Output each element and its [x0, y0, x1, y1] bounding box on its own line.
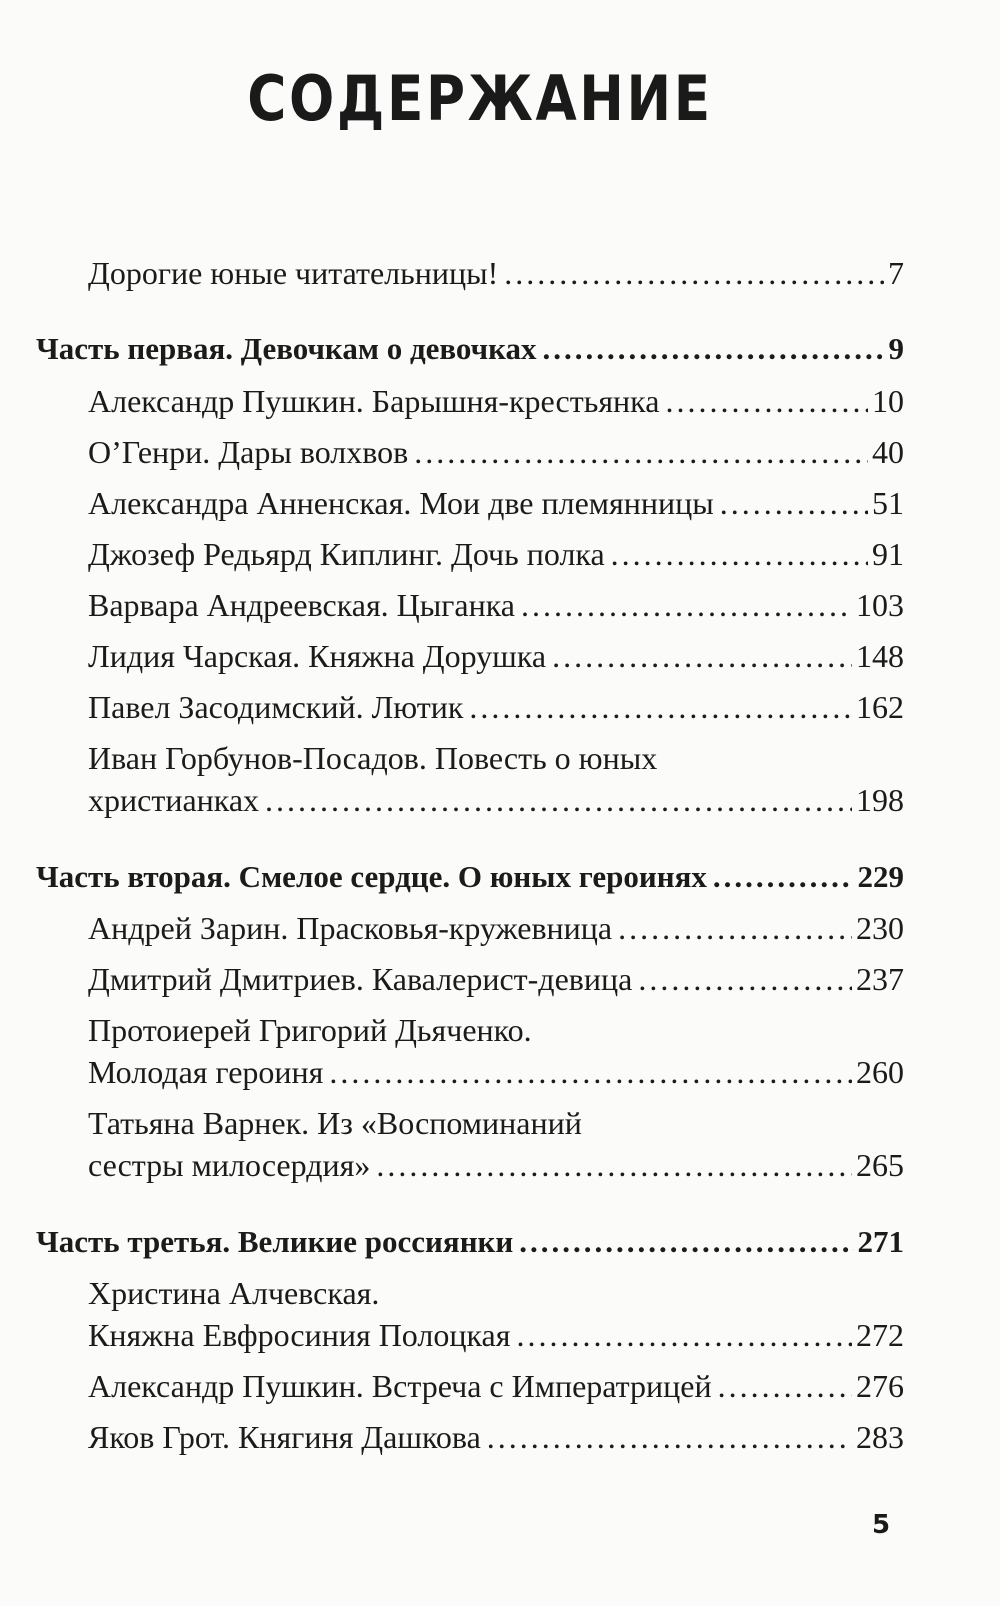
toc-part-heading: [36, 1221, 904, 1263]
toc-entry-title: Александра Анненская. Мои две племянницы: [88, 485, 714, 521]
toc-part-heading: [36, 328, 904, 370]
toc-entry: [88, 252, 904, 294]
toc-part-page: 271: [857, 1224, 904, 1259]
leader-dots: [718, 1365, 852, 1407]
toc-entry-page: 276: [856, 1368, 904, 1404]
toc-entry: [88, 1009, 904, 1093]
toc-entry: [88, 1365, 904, 1407]
toc-entry-title: Джозеф Редьярд Киплинг. Дочь полка: [88, 536, 605, 572]
leader-dots: [713, 856, 854, 898]
toc-entry-page: 272: [856, 1317, 904, 1353]
leader-dots: [552, 635, 852, 677]
toc-entry-page: 91: [872, 536, 904, 572]
toc-entry-page: 51: [872, 485, 904, 521]
toc-entry-title-line1: Татьяна Варнек. Из «Воспоминаний: [88, 1105, 582, 1141]
toc-entry-page: 10: [872, 383, 904, 419]
toc-entry-title-line2: сестры милосердия»: [88, 1147, 371, 1183]
leader-dots: [638, 958, 852, 1000]
toc-entry-title-line1: Христина Алчевская.: [88, 1275, 380, 1311]
toc-entry: [88, 907, 904, 949]
toc-part-title: Часть первая. Девочкам о девочках: [36, 331, 537, 366]
toc-entry: [88, 533, 904, 575]
toc-entry-page: 260: [856, 1054, 904, 1090]
toc-entry-page: 237: [856, 961, 904, 997]
leader-dots: [265, 779, 852, 821]
leader-dots: [376, 1144, 852, 1186]
toc-entry-title: Лидия Чарская. Княжна Дорушка: [88, 638, 547, 674]
leader-dots: [516, 1314, 852, 1356]
toc-entry: [88, 1272, 904, 1356]
toc-entry-page: 230: [856, 910, 904, 946]
toc-entry: [88, 380, 904, 422]
leader-dots: [611, 533, 868, 575]
toc-entry-page: 148: [856, 638, 904, 674]
toc-entry-title-line2: христианках: [88, 782, 260, 818]
toc-entry-title-line1: Протоиерей Григорий Дьяченко.: [88, 1012, 532, 1048]
toc-entry: [88, 431, 904, 473]
toc-entry-page: 198: [856, 782, 904, 818]
toc-part-page: 9: [888, 331, 904, 366]
leader-dots: [519, 1221, 853, 1263]
toc-part-title: Часть третья. Великие россиянки: [36, 1224, 514, 1259]
page-number: 5: [872, 1510, 891, 1540]
leader-dots: [504, 252, 884, 294]
leader-dots: [469, 686, 852, 728]
leader-dots: [521, 584, 852, 626]
leader-dots: [720, 482, 868, 524]
toc-entry-title-line2: Княжна Евфросиния Полоцкая: [88, 1317, 511, 1353]
toc-entry-page: 103: [856, 587, 904, 623]
toc-entry-page: 7: [888, 255, 904, 291]
toc-entry-page: 162: [856, 689, 904, 725]
toc-entry-title-line2: Молодая героиня: [88, 1054, 324, 1090]
leader-dots: [414, 431, 868, 473]
toc-entry: [88, 958, 904, 1000]
toc-entry-title: Варвара Андреевская. Цыганка: [88, 587, 515, 623]
toc-entry-page: 40: [872, 434, 904, 470]
toc-entry-title: Павел Засодимский. Лютик: [88, 689, 464, 725]
toc-entry-title: Андрей Зарин. Прасковья-кружевница: [88, 910, 613, 946]
toc-part-title: Часть вторая. Смелое сердце. О юных героинях: [36, 859, 707, 894]
toc-entry: [88, 686, 904, 728]
toc-entry-title: Яков Грот. Княгиня Дашкова: [88, 1419, 481, 1455]
leader-dots: [618, 907, 852, 949]
toc-entry-title: Дорогие юные читательницы!: [88, 255, 499, 291]
toc-entry: [88, 584, 904, 626]
leader-dots: [487, 1416, 852, 1458]
toc-part-heading: [36, 856, 904, 898]
toc-entry-title: Дмитрий Дмитриев. Кавалерист-девица: [88, 961, 633, 997]
toc-entry-page: 265: [856, 1147, 904, 1183]
toc-entry-title: О’Генри. Дары волхвов: [88, 434, 409, 470]
toc-entry: [88, 635, 904, 677]
leader-dots: [665, 380, 868, 422]
toc-entry-title: Александр Пушкин. Барышня-крестьянка: [88, 383, 660, 419]
leader-dots: [542, 328, 884, 370]
page-title: СОДЕРЖАНИЕ: [247, 62, 713, 135]
leader-dots: [329, 1051, 852, 1093]
toc-entry: [88, 1102, 904, 1186]
toc-entry-title-line1: Иван Горбунов-Посадов. Повесть о юных: [88, 740, 658, 776]
toc-part-page: 229: [857, 859, 904, 894]
toc-entry-page: 283: [856, 1419, 904, 1455]
toc-entry-title: Александр Пушкин. Встреча с Императрицей: [88, 1368, 712, 1404]
toc-entry: [88, 1416, 904, 1458]
toc-entry: [88, 737, 904, 821]
toc-entry: [88, 482, 904, 524]
